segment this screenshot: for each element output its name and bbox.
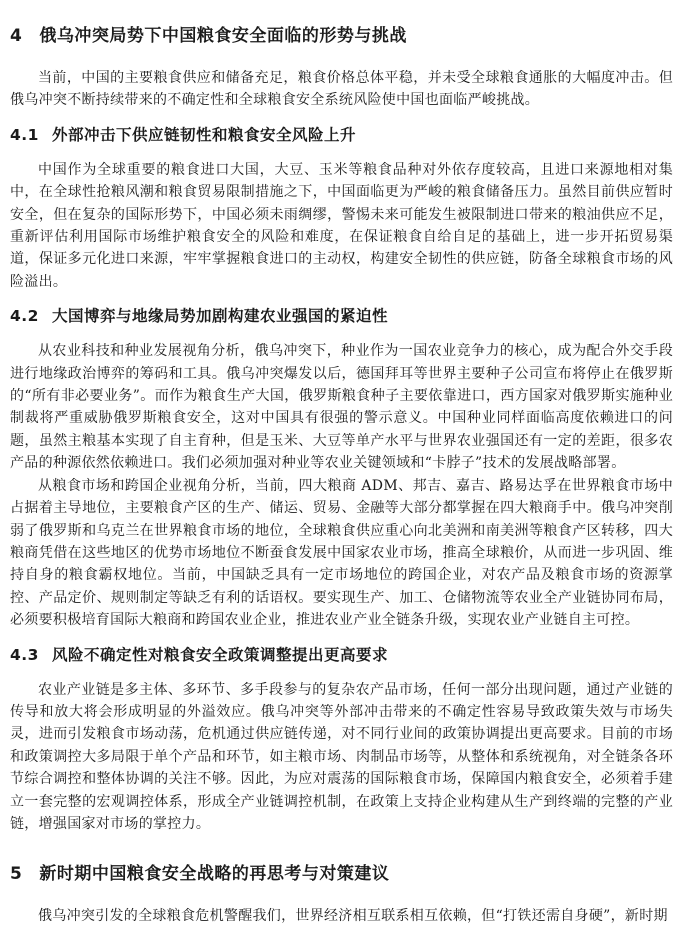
paragraph-intro: 当前，中国的主要粮食供应和储备充足，粮食价格总体平稳，并未受全球粮食通胀的大幅度冲击。但俄乌冲突不断持续带来的不确定性和全球粮食安全系统风险使中国也面临严峻挑战。	[10, 70, 673, 109]
section-title: 外部冲击下供应链韧性和粮食安全风险上升	[51, 125, 356, 144]
section-heading-5	[10, 862, 673, 886]
section-heading-4-2	[10, 305, 673, 327]
paragraph-5-intro: 俄乌冲突引发的全球粮食危机警醒我们，世界经济相互联系相互依赖，但“打铁还需自身硬”，新时期	[38, 908, 668, 925]
paragraph-4-3: 农业产业链是多主体、多环节、多手段参与的复杂农产品市场，任何一部分出现问题，通过产业链的传导和放大将会形成明显的外溢效应。俄乌冲突等外部冲击带来的不确定性容易导致政策失效与市场失灵，进而引发粮食市场动荡，危机通过供应链传递，对不同行业间的政策协调提出更高要求。目前的市场和政策调控大多局限于单个产品和环节，如主粮市场、肉制品市场等，从整体和系统视角，对全链条各环节综合调控和整体协调的关注不够。因此，为应对震荡的国际粮食市场，保障国内粮食安全，必须着手建立一套完整的宏观调控体系，形成全产业链调控机制，在政策上支持企业构建从生产到终端的完整的产业链，增强国家对市场的掌控力。	[10, 681, 673, 832]
section-number: 4.2	[10, 307, 39, 326]
section-number: 4.3	[10, 645, 39, 664]
section-number: 4.1	[10, 125, 39, 144]
section-heading-4-1	[10, 124, 673, 146]
section-title: 大国博弈与地缘局势加剧构建农业强国的紧迫性	[51, 307, 388, 326]
section-heading-4-3	[10, 644, 673, 666]
section-title: 风险不确定性对粮食安全政策调整提出更高要求	[51, 645, 388, 664]
paragraph-4-2-b: 从粮食市场和跨国企业视角分析，当前，四大粮商 ADM、邦吉、嘉吉、路易达孚在世界粮食市场中占据着主导地位，主要粮食产区的生产、储运、贸易、金融等大部分都掌握在四大粮商手中。俄乌冲突削弱了俄罗斯和乌克兰在世界粮食市场的地位，全球粮食供应重心向北美洲和南美洲等粮食产区转移，四大粮商凭借在这些地区的优势市场地位不断蚕食发展中国家农业市场，推高全球粮价，从而进一步巩固、维持自身的粮食霸权地位。当前，中国缺乏具有一定市场地位的跨国企业，对农产品及粮食市场的资源掌控、产品定价、规则制定等缺乏有利的话语权。要实现生产、加工、仓储物流等农业全产业链协同布局，必须要积极培育国际大粮商和跨国农业企业，推进农业产业全链条升级，实现农业产业链自主可控。	[10, 477, 673, 629]
section-title: 新时期中国粮食安全战略的再思考与对策建议	[39, 864, 390, 885]
section-number: 5	[10, 864, 23, 885]
section-title: 俄乌冲突局势下中国粮食安全面临的形势与挑战	[39, 26, 407, 46]
section-heading-4	[10, 24, 673, 48]
section-number: 4	[10, 26, 23, 46]
paragraph-4-2-a: 从农业科技和种业发展视角分析，俄乌冲突下，种业作为一国农业竞争力的核心，成为配合外交手段进行地缘政治博弈的筹码和工具。俄乌冲突爆发以后，德国拜耳等世界主要种子公司宣布将停止在俄罗斯的“所有非必要业务”。而作为粮食生产大国，俄罗斯粮食种子主要依靠进口，西方国家对俄罗斯实施种业制裁将严重威胁俄罗斯粮食安全，这对中国具有很强的警示意义。中国种业同样面临高度依赖进口的问题，虽然主粮基本实现了自主育种，但是玉米、大豆等单产水平与世界农业强国还有一定的差距，很多农产品的种源依然依赖进口。我们必须加强对种业等农业关键领域和“卡脖子”技术的发展战略部署。	[10, 343, 673, 472]
paragraph-4-1: 中国作为全球重要的粮食进口大国，大豆、玉米等粮食品种对外依存度较高，且进口来源地相对集中，在全球性抢粮风潮和粮食贸易限制措施之下，中国面临更为严峻的粮食储备压力。虽然目前供应暂时安全，但在复杂的国际形势下，中国必须未雨绸缪，警惕未来可能发生被限制进口带来的粮油供应不足，重新评估利用国际市场维护粮食安全的风险和难度，在保证粮食自给自足的基础上，进一步开拓贸易渠道，保证多元化进口来源，牢牢掌握粮食进口的主动权，构建安全韧性的供应链，防备全球粮食市场的风险溢出。	[10, 161, 673, 290]
